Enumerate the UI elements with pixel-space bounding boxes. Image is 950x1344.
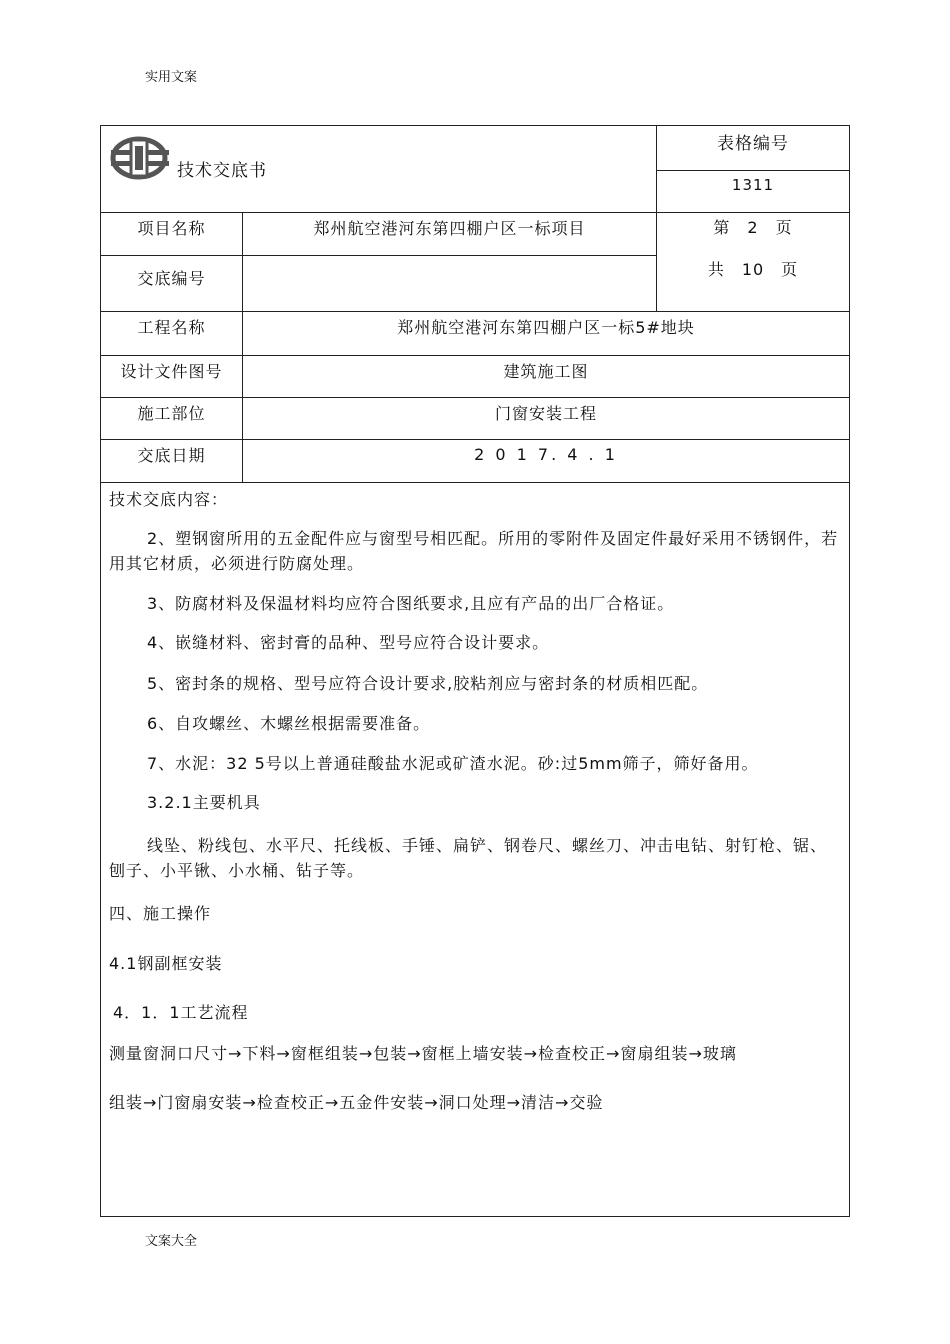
disclosure-form xyxy=(100,125,850,1217)
row-value-disclosure-date: 2 0 1 7. 4 . 1 xyxy=(474,444,618,464)
row-value-construction-part: 门窗安装工程 xyxy=(494,403,597,423)
content-heading: 技术交底内容： xyxy=(109,490,229,509)
row-label-disclosure-number: 交底编号 xyxy=(137,268,206,288)
content-subheading: 3.2.1主要机具 xyxy=(147,793,261,812)
process-flow-line: 测量窗洞口尺寸→下料→窗框组装→包装→窗框上墙安装→检查校正→窗扇组装→玻璃 xyxy=(109,1044,737,1063)
form-number-label: 表格编号 xyxy=(717,133,789,154)
section-heading: 4．1．1工艺流程 xyxy=(113,1003,249,1022)
content-paragraph: 5、密封条的规格、型号应符合设计要求,胶粘剂应与密封条的材质相匹配。 xyxy=(147,674,709,693)
form-number: 1311 xyxy=(731,176,775,194)
content-paragraph: 4、嵌缝材料、密封膏的品种、型号应符合设计要求。 xyxy=(147,633,550,652)
section-heading: 四、施工操作 xyxy=(109,904,212,923)
row-value-design-drawing: 建筑施工图 xyxy=(503,361,589,381)
page-footer: 文案大全 xyxy=(145,1234,198,1249)
row-value-engineering-name: 郑州航空港河东第四棚户区一标5#地块 xyxy=(397,317,695,337)
company-logo-icon xyxy=(109,136,171,180)
form-title: 技术交底书 xyxy=(177,161,267,181)
section-heading: 4.1钢副框安装 xyxy=(109,954,223,973)
row-value-project-name: 郑州航空港河东第四棚户区一标项目 xyxy=(313,218,586,238)
content-paragraph: 7、水泥：32 5号以上普通硅酸盐水泥或矿渣水泥。砂:过5mm筛子，筛好备用。 xyxy=(147,754,759,773)
row-value-disclosure-number xyxy=(243,255,656,299)
content-paragraph: 线坠、粉线包、水平尺、托线板、手锤、扁铲、钢卷尺、螺丝刀、冲击电钻、射钉枪、锯、刨子、小平锹、小水桶、钻子等。 xyxy=(109,836,828,880)
row-label-engineering-name: 工程名称 xyxy=(137,317,206,337)
page-header: 实用文案 xyxy=(145,70,198,85)
process-flow-line: 组装→门窗扇安装→检查校正→五金件安装→洞口处理→清洁→交验 xyxy=(109,1093,604,1112)
content-paragraph: 2、塑钢窗所用的五金配件应与窗型号相匹配。所用的零附件及固定件最好采用不锈钢件，若用其它材质，必须进行防腐处理。 xyxy=(109,529,839,573)
page-current: 第 2 页 xyxy=(713,217,793,237)
page-total: 共 10 页 xyxy=(707,259,799,279)
content-paragraph: 3、防腐材料及保温材料均应符合图纸要求,且应有产品的出厂合格证。 xyxy=(147,594,675,613)
row-label-design-drawing: 设计文件图号 xyxy=(120,361,223,381)
row-label-disclosure-date: 交底日期 xyxy=(137,445,206,465)
row-label-project-name: 项目名称 xyxy=(137,218,206,238)
row-label-construction-part: 施工部位 xyxy=(137,403,206,423)
content-paragraph: 6、自攻螺丝、木螺丝根据需要准备。 xyxy=(147,714,431,733)
